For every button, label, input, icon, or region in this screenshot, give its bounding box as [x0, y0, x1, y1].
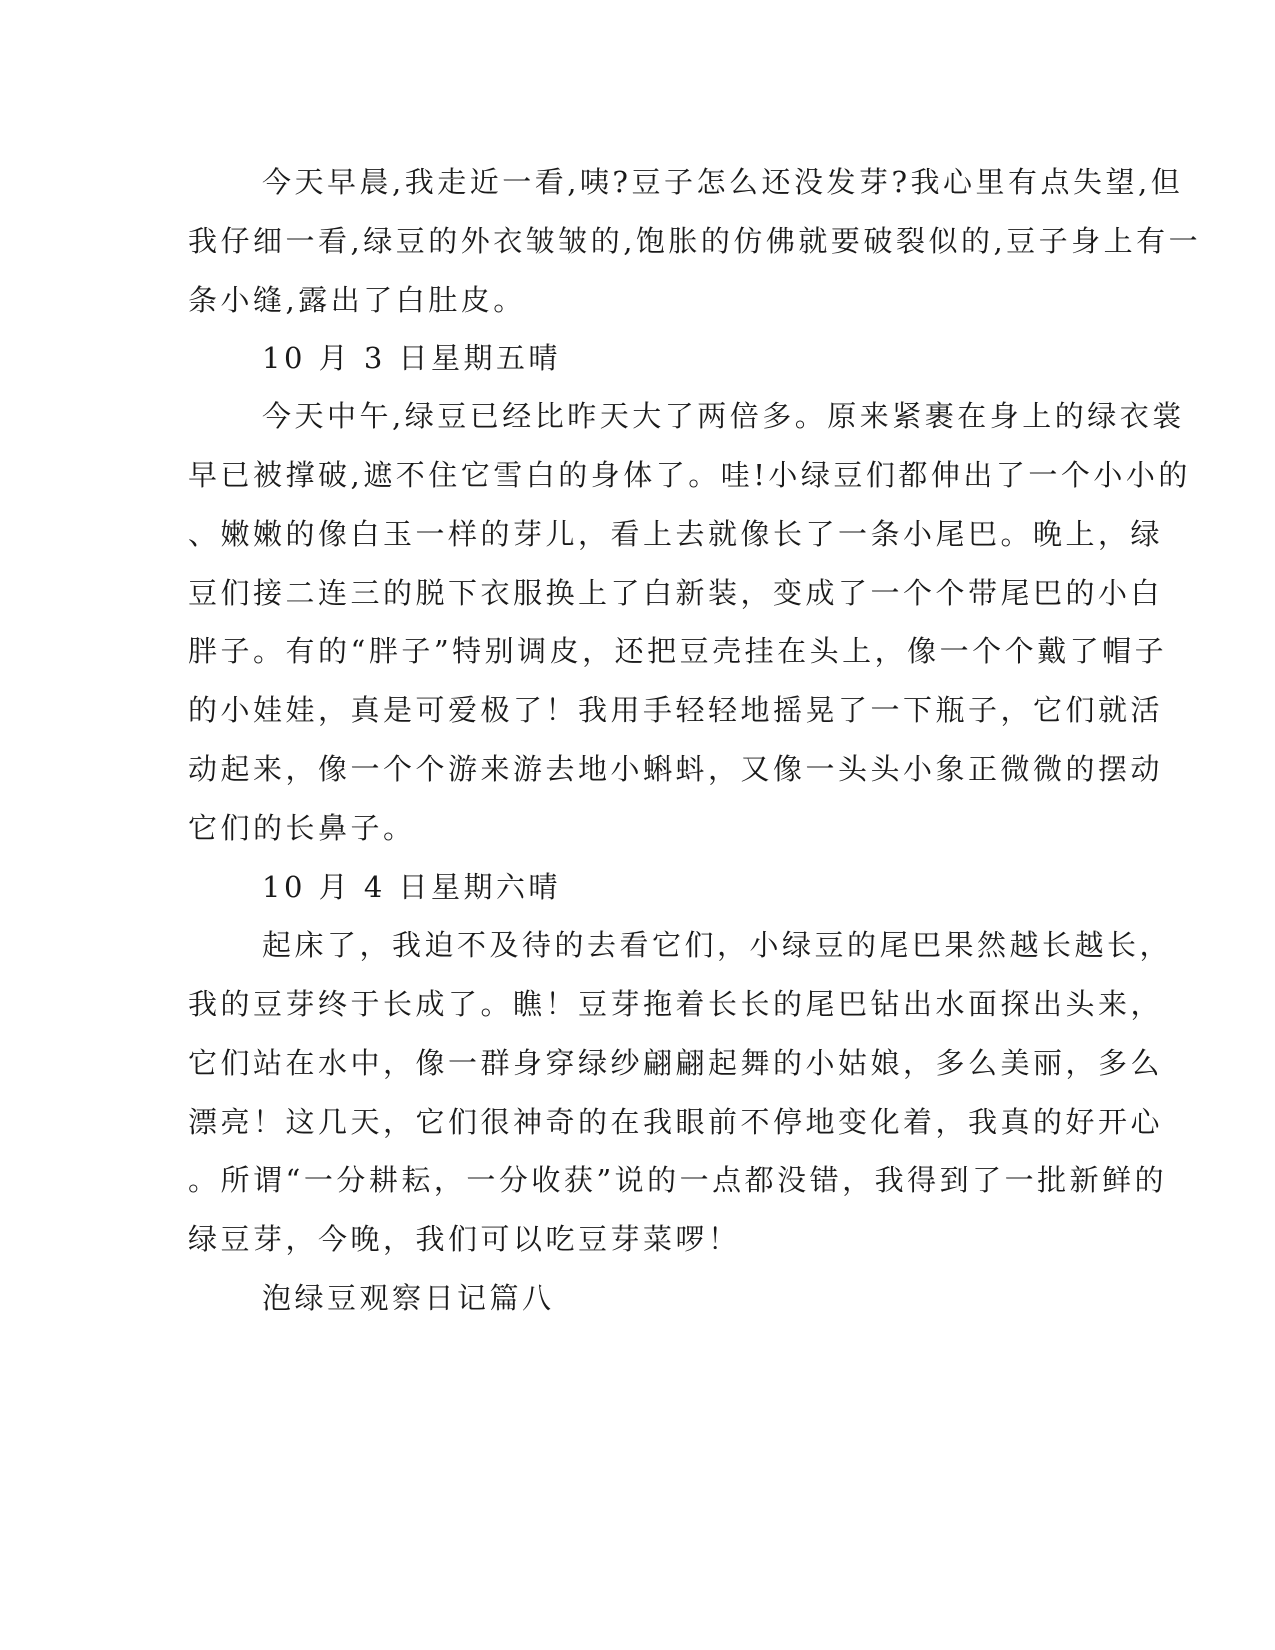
- paragraph-line: 早已被撑破,遮不住它雪白的身体了。哇!小绿豆们都伸出了一个小小的: [188, 458, 1191, 492]
- paragraph-line: 它们的长鼻子。: [188, 811, 416, 845]
- date-heading: 10 月 3 日星期五晴: [262, 341, 562, 375]
- paragraph-line: 、嫩嫩的像白玉一样的芽儿，看上去就像长了一条小尾巴。晚上，绿: [188, 517, 1164, 551]
- paragraph-line: 绿豆芽，今晚，我们可以吃豆芽菜啰！: [188, 1222, 741, 1256]
- paragraph-line: 的小娃娃，真是可爱极了！我用手轻轻地摇晃了一下瓶子，它们就活: [188, 693, 1164, 727]
- paragraph-line: 我仔细一看,绿豆的外衣皱皱的,饱胀的仿佛就要破裂似的,豆子身上有一: [188, 224, 1202, 258]
- paragraph-line: 。所谓“一分耕耘，一分收获”说的一点都没错，我得到了一批新鲜的: [188, 1163, 1168, 1197]
- date-heading: 10 月 4 日星期六晴: [262, 870, 562, 904]
- paragraph-line: 我的豆芽终于长成了。瞧！豆芽拖着长长的尾巴钻出水面探出头来，: [188, 987, 1164, 1021]
- paragraph-line: 胖子。有的“胖子”特别调皮，还把豆壳挂在头上，像一个个戴了帽子: [188, 634, 1168, 668]
- paragraph-line: 今天早晨,我走近一看,咦?豆子怎么还没发芽?我心里有点失望,但: [262, 165, 1184, 199]
- paragraph-line: 它们站在水中，像一群身穿绿纱翩翩起舞的小姑娘，多么美丽，多么: [188, 1046, 1164, 1080]
- paragraph-line: 起床了，我迫不及待的去看它们，小绿豆的尾巴果然越长越长，: [262, 928, 1173, 962]
- paragraph-line: 动起来，像一个个游来游去地小蝌蚪，又像一头头小象正微微的摆动: [188, 752, 1164, 786]
- section-title: 泡绿豆观察日记篇八: [262, 1281, 555, 1315]
- paragraph-line: 豆们接二连三的脱下衣服换上了白新装，变成了一个个带尾巴的小白: [188, 576, 1164, 610]
- paragraph-line: 今天中午,绿豆已经比昨天大了两倍多。原来紧裹在身上的绿衣裳: [262, 399, 1185, 433]
- paragraph-line: 漂亮！这几天，它们很神奇的在我眼前不停地变化着，我真的好开心: [188, 1105, 1164, 1139]
- paragraph-line: 条小缝,露出了白肚皮。: [188, 283, 526, 317]
